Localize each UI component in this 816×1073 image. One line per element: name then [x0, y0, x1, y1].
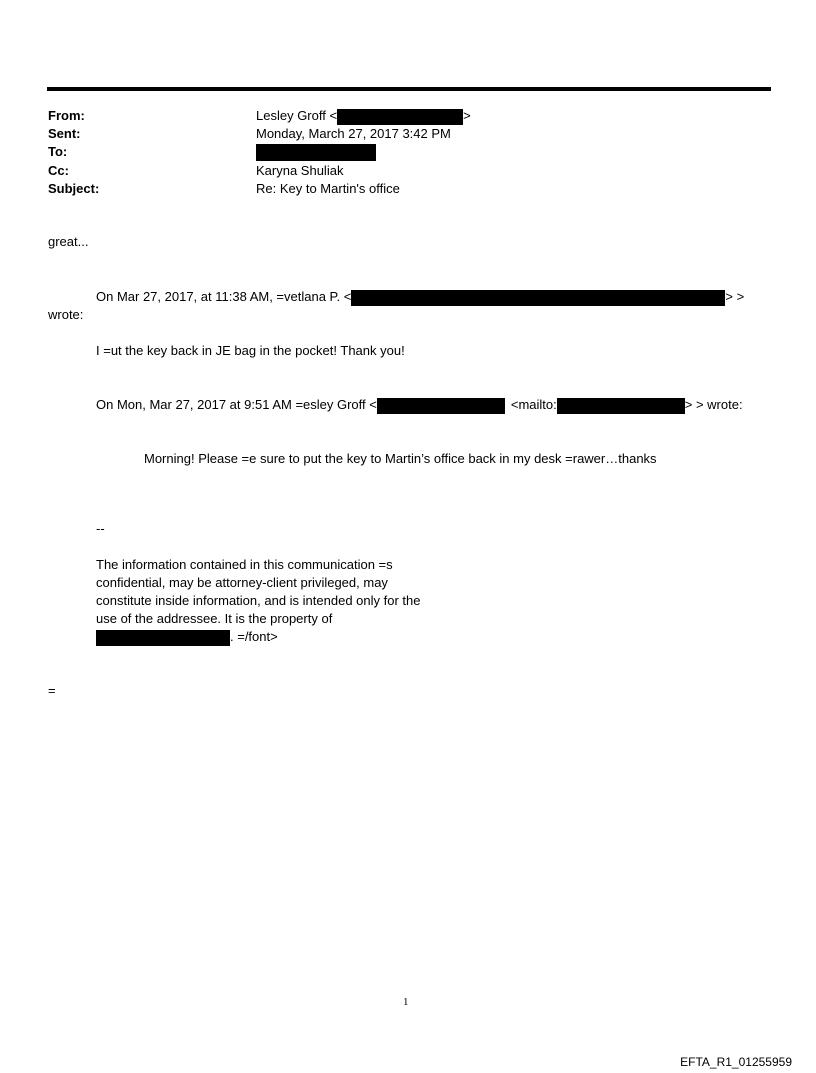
- quote1-wrote: wrote:: [48, 307, 84, 322]
- redaction-box: [377, 398, 505, 414]
- confidentiality-end: . =/font>: [230, 629, 278, 644]
- subject-value: Re: Key to Martin's office: [256, 181, 400, 196]
- from-value: [256, 107, 471, 125]
- confidentiality-notice: [96, 556, 436, 646]
- redaction-box: [256, 144, 376, 161]
- reply2-text: Morning! Please =e sure to put the key to Martin’s office back in my desk =rawer…thanks: [144, 451, 657, 466]
- header-rule: [47, 87, 771, 91]
- cc-label: Cc:: [48, 163, 69, 178]
- subject-label: Subject:: [48, 181, 100, 196]
- quote1-line: [96, 288, 744, 306]
- signature-separator: --: [96, 521, 105, 536]
- to-value: [256, 143, 376, 161]
- from-name: Lesley Groff <: [256, 108, 338, 123]
- from-label: From:: [48, 108, 85, 123]
- page-number: 1: [403, 996, 409, 1008]
- to-label: To:: [48, 144, 68, 159]
- redaction-box: [557, 398, 685, 414]
- cc-value: Karyna Shuliak: [256, 163, 344, 178]
- from-close: >: [463, 108, 471, 123]
- sent-value: Monday, March 27, 2017 3:42 PM: [256, 126, 451, 141]
- redaction-box: [337, 109, 463, 125]
- trailing-equals: =: [48, 683, 56, 698]
- redaction-box: [96, 630, 230, 646]
- quote2-suffix: > > wrote:: [684, 397, 743, 412]
- greeting-text: great...: [48, 234, 89, 249]
- sent-label: Sent:: [48, 126, 81, 141]
- quote2-line: [96, 396, 743, 414]
- redaction-box: [351, 290, 725, 306]
- quote1-prefix: On Mar 27, 2017, at 11:38 AM, =vetlana P. <: [96, 289, 352, 304]
- quote2-prefix: On Mon, Mar 27, 2017 at 9:51 AM =esley Groff <: [96, 397, 377, 412]
- reply1-text: I =ut the key back in JE bag in the pocket! Thank you!: [96, 343, 405, 358]
- quote2-mailto: <mailto:: [510, 397, 557, 412]
- confidentiality-text: The information contained in this communication =s confidential, may be attorney-client privileged, may constitute inside information, and is intended only for the use of the addressee. It is the property of: [96, 557, 421, 626]
- quote1-suffix: > >: [725, 289, 745, 304]
- document-id: EFTA_R1_01255959: [680, 1055, 792, 1069]
